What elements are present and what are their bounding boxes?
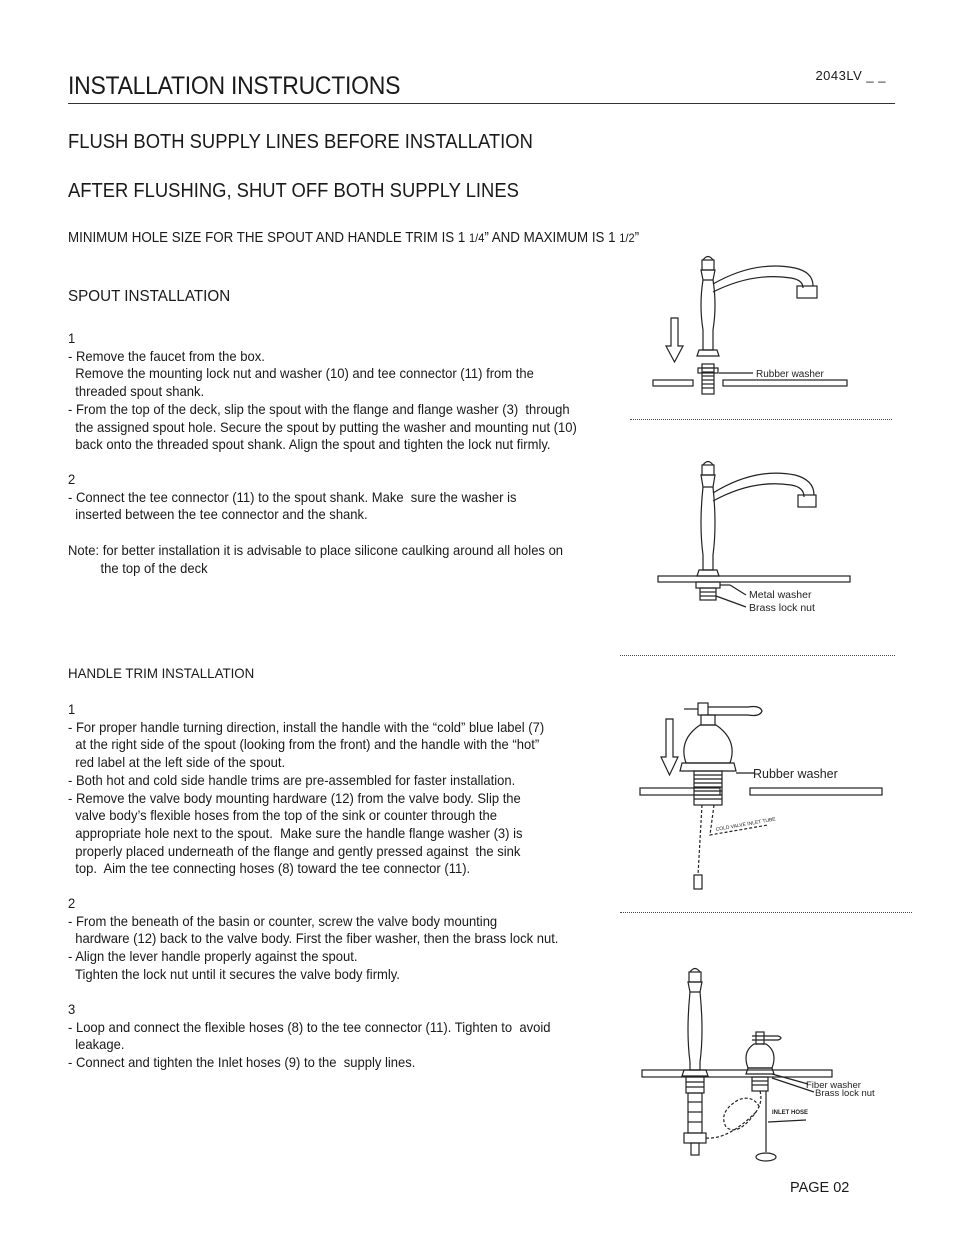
handle-step-3: 3 - Loop and connect the flexible hoses (8) to the tee connector (11). Tighten to avoid leakage. - Connect and tighten the Inlet hoses (9) to the supply lines. <box>68 1001 551 1071</box>
handle-step-2: 2 - From the beneath of the basin or counter, screw the valve body mounting hardware (12) back to the valve body. First the fiber washer, then the brass lock nut. - Align the lever handle properly against the spout. Tighten the lock nut until it secures the valve body firmly. <box>68 895 559 982</box>
shutoff-notice: AFTER FLUSHING, SHUT OFF BOTH SUPPLY LINES <box>68 180 519 202</box>
figure-separator <box>630 419 892 420</box>
handle-insertion-diagram <box>638 695 888 900</box>
spout-step-1: 1 - Remove the faucet from the box. Remove the mounting lock nut and washer (10) and tee connector (11) from the threaded spout shank. - From the top of the deck, slip the spout with the flange and flange washer (3) through the assigned spout hole. Secure the spout by putting the washer and mounting nut (10) back onto the threaded spout shank. Align the spout and tighten the lock nut firmly. <box>68 330 577 453</box>
spout-step-2: 2 - Connect the tee connector (11) to the spout shank. Make sure the washer is inserted between the tee connector and the shank. <box>68 471 517 523</box>
hole-size-notice: MINIMUM HOLE SIZE FOR THE SPOUT AND HANDLE TRIM IS 1 1/4” AND MAXIMUM IS 1 1/2” <box>68 230 640 246</box>
fiber-washer-label: Fiber washer <box>806 1080 861 1091</box>
page-number: PAGE 02 <box>790 1180 850 1196</box>
page-title: INSTALLATION INSTRUCTIONS <box>68 72 401 100</box>
assembled-faucet-diagram <box>638 962 888 1167</box>
handle-installation-heading: HANDLE TRIM INSTALLATION <box>68 665 255 681</box>
model-number: 2043LV _ _ <box>815 68 886 83</box>
spout-mounted-diagram <box>650 455 860 620</box>
handle-brass-lock-nut-label: Brass lock nut <box>815 1088 875 1099</box>
figure-separator <box>620 655 895 656</box>
cold-valve-inlet-tube-label: COLD VALVE INLET TUBE <box>715 816 777 833</box>
header-rule <box>68 103 895 104</box>
flush-notice: FLUSH BOTH SUPPLY LINES BEFORE INSTALLATION <box>68 131 533 153</box>
brass-lock-nut-label: Brass lock nut <box>749 602 815 614</box>
spout-insertion-diagram <box>645 250 860 400</box>
spout-installation-heading: SPOUT INSTALLATION <box>68 288 231 305</box>
figure-separator <box>620 912 912 913</box>
hole-max-fraction: 1/2 <box>619 231 635 245</box>
rubber-washer-label: Rubber washer <box>756 369 824 380</box>
inlet-hose-label: INLET HOSE <box>772 1110 809 1116</box>
hole-min-fraction: 1/4 <box>469 231 485 245</box>
spout-note: Note: for better installation it is advisable to place silicone caulking around all holes on the top of the deck <box>68 542 564 576</box>
handle-step-1: 1 - For proper handle turning direction, install the handle with the “cold” blue label (7) at the right side of the spout (looking from the front) and the handle with the “hot” red label at the left side of the spout. - Both hot and cold side handle trims are pre-assembled for faster installation. - Remove the valve body mounting hardware (12) from the valve body. Slip the valve body’s flexible hoses from the top of the sink or counter through the appropriate hole next to the spout. Make sure the handle flange washer (3) is properly placed underneath of the flange and gently pressed against the sink top. Aim the tee connecting hoses (8) toward the tee connector (11). <box>68 701 545 877</box>
metal-washer-label: Metal washer <box>749 589 812 601</box>
handle-rubber-washer-label: Rubber washer <box>753 767 838 781</box>
